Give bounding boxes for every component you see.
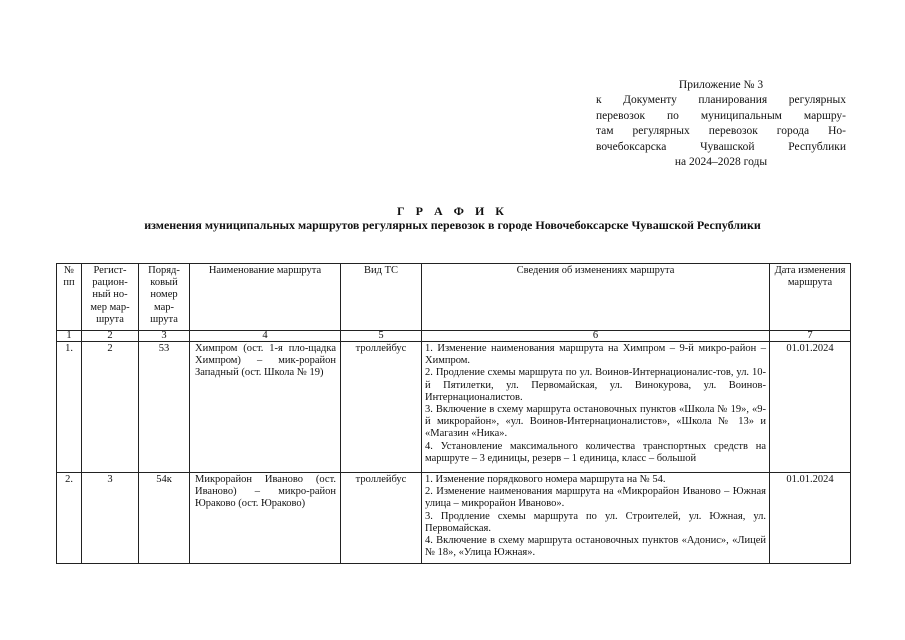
column-number: 4	[190, 331, 341, 342]
row-number: 1.	[57, 342, 82, 473]
appendix-line: к Документу планирования регулярных	[596, 94, 846, 107]
registration-number: 2	[82, 342, 139, 473]
change-item: 3. Включение в схему маршрута остановочных пунктов «Школа № 19», «9-й микрорайон», «ул. Воинов-Интернационалистов», «Школа № 13» и «Магазин «Ника».	[425, 404, 766, 440]
change-item: 4. Установление максимального количества транспортных средств на маршруте – 3 единицы, резерв – 1 единица, класс – большой	[425, 440, 766, 464]
change-item: 2. Изменение наименования маршрута на «Микрорайон Иваново – Южная улица – микрорайон Иваново».	[425, 486, 766, 510]
change-date: 01.01.2024	[770, 473, 851, 564]
table-row	[57, 473, 851, 564]
appendix-line: там регулярных перевозок города Но-	[596, 125, 846, 138]
vehicle-type: троллейбус	[341, 342, 422, 473]
column-number: 6	[422, 331, 770, 342]
change-item: 2. Продление схемы маршрута по ул. Воинов-Интернационалис-тов, ул. 10-й Пятилетки, ул. Первомайская, ул. Винокурова, ул. Воинов-Интернационалистов.	[425, 367, 766, 403]
change-date: 01.01.2024	[770, 342, 851, 473]
change-item: 3. Продление схемы маршрута по ул. Строителей, ул. Южная, ул. Первомайская.	[425, 510, 766, 534]
order-number: 54к	[139, 473, 190, 564]
route-name: Микрорайон Иваново (ост. Иваново) – микро-район Юраково (ост. Юраково)	[190, 473, 341, 564]
change-item: 1. Изменение наименования маршрута на Химпром – 9-й микро-район – Химпром.	[425, 343, 766, 367]
header-cell-changes: Сведения об изменениях маршрута	[422, 264, 770, 331]
order-number: 53	[139, 342, 190, 473]
change-item: 1. Изменение порядкового номера маршрута на № 54.	[425, 474, 666, 485]
column-number: 5	[341, 331, 422, 342]
document-title: Г Р А Ф И К	[397, 204, 508, 218]
route-changes	[422, 342, 770, 473]
column-number: 1	[57, 331, 82, 342]
vehicle-type: троллейбус	[341, 473, 422, 564]
header-cell-date: Дата изменения маршрута	[770, 264, 851, 331]
appendix-line: перевозок по муниципальным маршру-	[596, 109, 846, 122]
change-item: 4. Включение в схему маршрута остановочных пунктов «Адонис», «Лицей № 18», «Улица Южная».	[425, 535, 766, 559]
registration-number: 3	[82, 473, 139, 564]
header-cell-name: Наименование маршрута	[190, 264, 341, 331]
route-changes	[422, 473, 770, 564]
header-cell-num: № пп	[57, 264, 82, 331]
route-name: Химпром (ост. 1-я пло-щадка Химпром) – мик-рорайон Западный (ост. Школа № 19)	[190, 342, 341, 473]
appendix-line: вочебоксарска Чувашской Республики	[596, 140, 846, 153]
appendix-line: Приложение № 3	[678, 79, 764, 91]
appendix-block	[596, 78, 846, 170]
header-cell-order: Поряд-ковый номер мар-шрута	[139, 264, 190, 331]
schedule-table	[56, 263, 851, 564]
table-header-row	[57, 264, 851, 331]
header-cell-reg: Регист-рацион-ный но-мер мар-шрута	[82, 264, 139, 331]
appendix-line: на 2024–2028 годы	[674, 156, 768, 169]
column-number: 7	[770, 331, 851, 342]
header-cell-vehicle: Вид ТС	[341, 264, 422, 331]
column-number: 3	[139, 331, 190, 342]
column-number-row	[57, 331, 851, 342]
table-row	[57, 342, 851, 473]
column-number: 2	[82, 331, 139, 342]
document-subtitle: изменения муниципальных маршрутов регулярных перевозок в городе Новочебоксарске Чувашской Республики	[144, 218, 761, 232]
row-number: 2.	[57, 473, 82, 564]
